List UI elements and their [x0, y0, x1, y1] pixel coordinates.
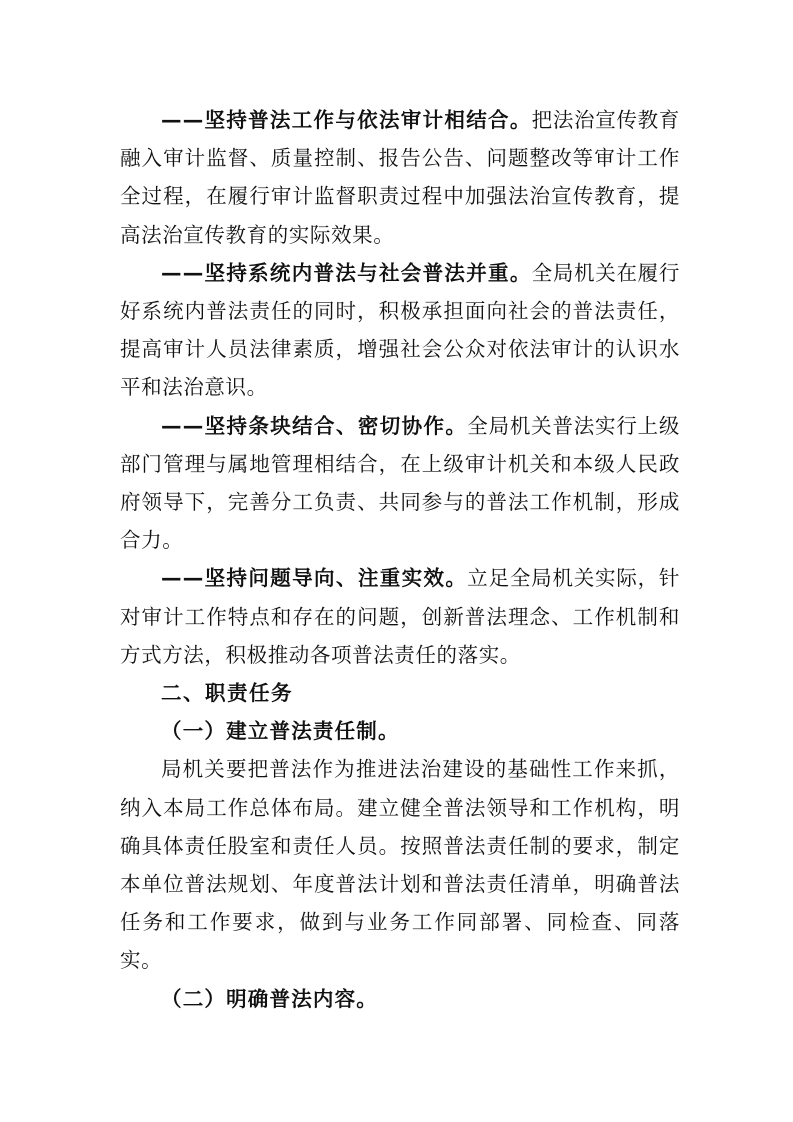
principle-lead-4: ——坚持问题导向、注重实效。	[161, 566, 468, 591]
subsection-title-1: （一）建立普法责任制。	[161, 719, 400, 744]
principle-paragraph-4	[120, 559, 680, 674]
principle-lead-1: ——坚持普法工作与依法审计相结合。	[161, 108, 532, 132]
principle-body-3: 全局机关普法实行上级部门管理与属地管理相结合，在上级审计机关和本级人民政府领导下，完善分工负责、共同参与的普法工作机制，形成合力。	[120, 413, 680, 553]
principle-body-4: 立足全局机关实际，针对审计工作特点和存在的问题，创新普法理念、工作机制和方式方法，积极推动各项普法责任的落实。	[120, 566, 680, 667]
principle-paragraph-1	[120, 101, 680, 254]
subsection-body-1: 局机关要把普法作为推进法治建设的基础性工作来抓，纳入本局工作总体布局。建立健全普法领导和工作机构，明确具体责任股室和责任人员。按照普法责任制的要求，制定本单位普法规划、年度普法计划和普法责任清单，明确普法任务和工作要求，做到与业务工作同部署、同检查、同落实。	[120, 757, 680, 973]
principle-paragraph-2	[120, 254, 680, 407]
document-body	[120, 101, 680, 1018]
principle-paragraph-3	[120, 407, 680, 560]
principle-lead-3: ——坚持条块结合、密切协作。	[161, 413, 468, 438]
principle-lead-2: ——坚持系统内普法与社会普法并重。	[161, 260, 532, 285]
section-heading: 二、职责任务	[161, 681, 293, 706]
principle-body-2: 全局机关在履行好系统内普法责任的同时，积极承担面向社会的普法责任，提高审计人员法律素质，增强社会公众对依法审计的认识水平和法治意识。	[120, 260, 680, 400]
subsection-title-2: （二）明确普法内容。	[161, 986, 378, 1011]
principle-body-1: 把法治宣传教育融入审计监督、质量控制、报告公告、问题整改等审计工作全过程，在履行审计监督职责过程中加强法治宣传教育，提高法治宣传教育的实际效果。	[120, 108, 680, 247]
